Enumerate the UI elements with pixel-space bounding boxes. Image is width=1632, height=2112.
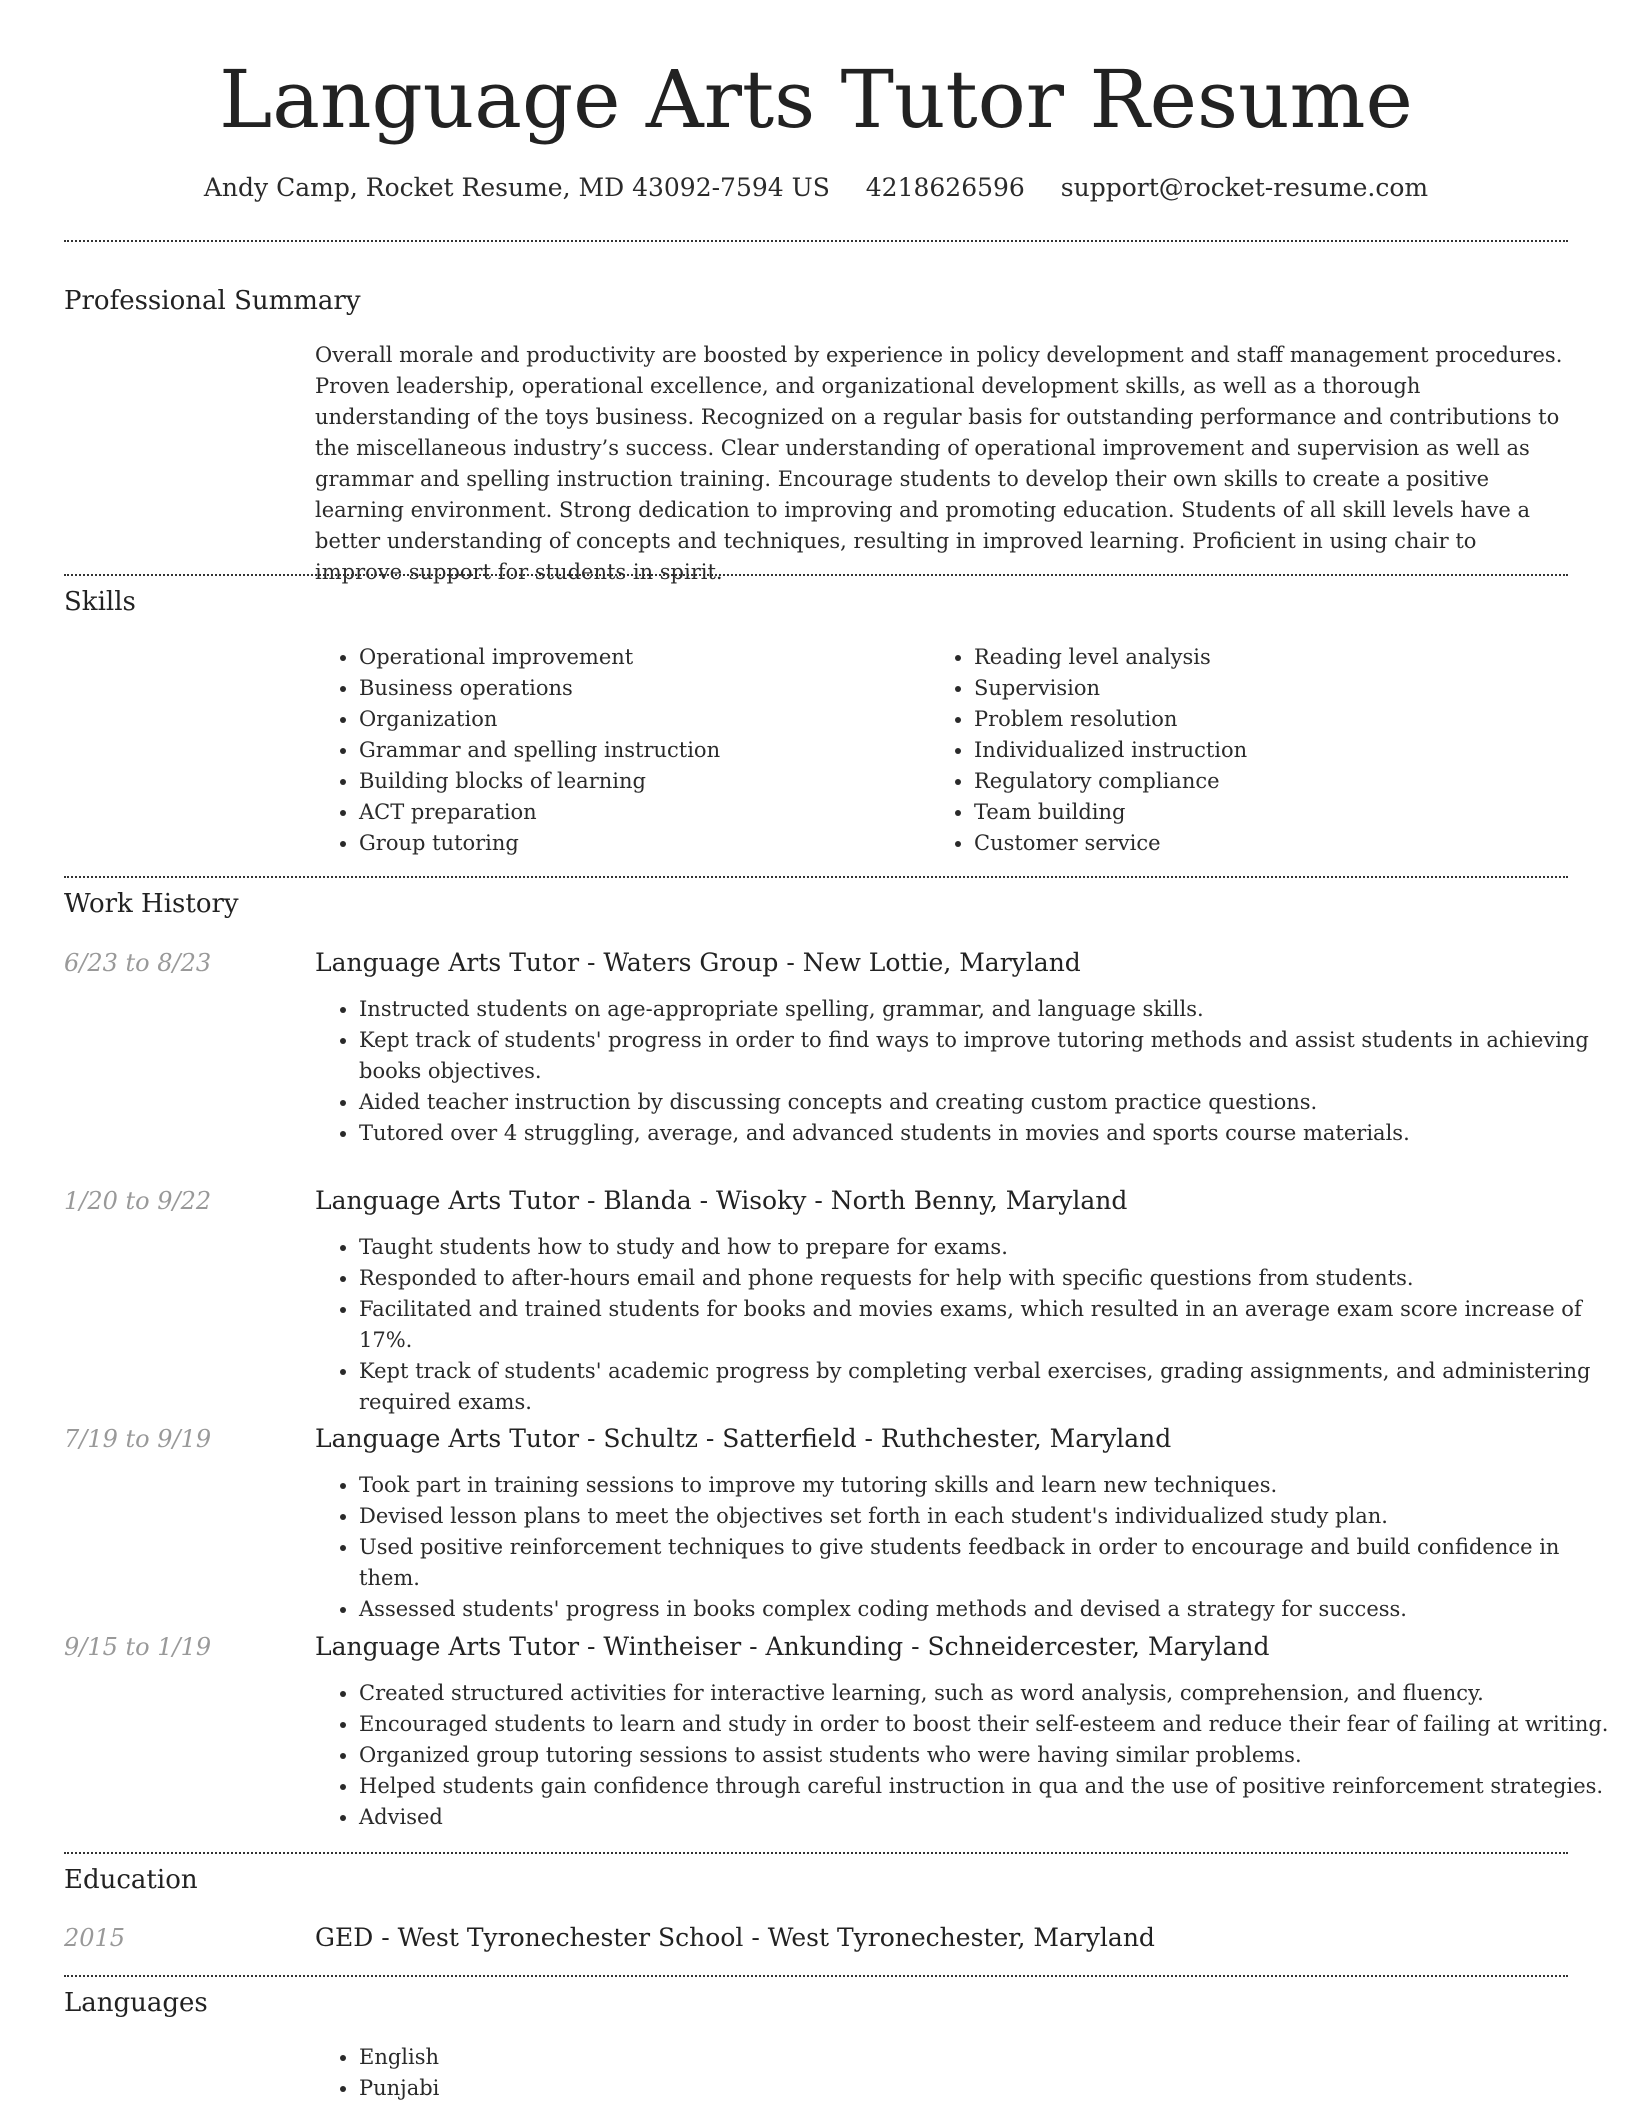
work-bullet: • Kept track of students' progress in order to find ways to improve tutoring methods and assist students in achieving books objectives. — [359, 1025, 1609, 1087]
education-year: 2015 — [64, 1924, 126, 1952]
skill-item: • Problem resolution — [974, 704, 1530, 735]
work-bullet: • Advised — [359, 1802, 1609, 1833]
skill-item: • Individualized instruction — [974, 735, 1530, 766]
skill-item: • Supervision — [974, 673, 1530, 704]
section-divider — [64, 1852, 1568, 1854]
work-bullet: • Encouraged students to learn and study in order to boost their self-esteem and reduce their fear of failing at writing. — [359, 1709, 1609, 1740]
skills-column-left — [315, 642, 915, 859]
contact-phone: 4218626596 — [865, 173, 1025, 202]
work-history-heading: Work History — [64, 889, 239, 919]
languages-list — [315, 2042, 915, 2104]
work-bullet: • Taught students how to study and how to prepare for exams. — [359, 1232, 1609, 1263]
skill-item: • Reading level analysis — [974, 642, 1530, 673]
language-item: • Punjabi — [359, 2073, 915, 2104]
work-dates: 7/19 to 9/19 — [64, 1425, 212, 1453]
work-bullet: • Used positive reinforcement techniques to give students feedback in order to encourage and build confidence in them. — [359, 1532, 1609, 1594]
section-divider — [64, 1975, 1568, 1977]
work-dates: 1/20 to 9/22 — [64, 1187, 212, 1215]
contact-line — [0, 170, 1632, 206]
work-bullet: • Created structured activities for interactive learning, such as word analysis, comprehension, and fluency. — [359, 1678, 1609, 1709]
skills-heading: Skills — [64, 587, 136, 617]
contact-email: support@rocket-resume.com — [1060, 173, 1429, 202]
skill-item: • Regulatory compliance — [974, 766, 1530, 797]
skill-item: • Team building — [974, 797, 1530, 828]
skill-item: • Business operations — [359, 673, 915, 704]
work-bullet: • Assessed students' progress in books complex coding methods and devised a strategy for success. — [359, 1594, 1609, 1625]
languages-list-wrap — [315, 2042, 915, 2104]
work-title: Language Arts Tutor - Schultz - Satterfield - Ruthchester, Maryland — [315, 1424, 1172, 1453]
skill-item: • Grammar and spelling instruction — [359, 735, 915, 766]
skill-item: • Building blocks of learning — [359, 766, 915, 797]
work-bullets — [315, 994, 1609, 1149]
work-bullets — [315, 1678, 1609, 1833]
work-dates: 6/23 to 8/23 — [64, 949, 212, 977]
skill-item: • Customer service — [974, 828, 1530, 859]
skills-column-right — [930, 642, 1530, 859]
contact-address: Andy Camp, Rocket Resume, MD 43092-7594 US — [203, 173, 830, 202]
language-item: • English — [359, 2042, 915, 2073]
work-bullet: • Helped students gain confidence through careful instruction in qua and the use of positive reinforcement strategies. — [359, 1771, 1609, 1802]
work-bullet: • Facilitated and trained students for books and movies exams, which resulted in an average exam score increase of 17%. — [359, 1294, 1609, 1356]
education-heading: Education — [64, 1865, 198, 1895]
work-title: Language Arts Tutor - Waters Group - New Lottie, Maryland — [315, 948, 1081, 977]
skill-item: • Operational improvement — [359, 642, 915, 673]
section-divider — [64, 240, 1568, 242]
work-bullet: • Devised lesson plans to meet the objectives set forth in each student's individualized study plan. — [359, 1501, 1609, 1532]
work-bullet: • Organized group tutoring sessions to assist students who were having similar problems. — [359, 1740, 1609, 1771]
section-divider — [64, 876, 1568, 878]
work-bullets — [315, 1232, 1609, 1418]
education-entry — [64, 1921, 1568, 1955]
work-bullet: • Responded to after-hours email and phone requests for help with specific questions from students. — [359, 1263, 1609, 1294]
summary-text: Overall morale and productivity are boosted by experience in policy development and staff management procedures. Proven leadership, operational excellence, and organizational development skills, as well as a thorough understanding of the toys business. Recognized on a regular basis for outstanding performance and contributions to the miscellaneous industry’s success. Clear understanding of operational improvement and supervision as well as grammar and spelling instruction training. Encourage students to develop their own skills to create a positive learning environment. Strong dedication to improving and promoting education. Students of all skill levels have a better understanding of concepts and techniques, resulting in improved learning. Proficient in using chair to improve support for students in spirit. — [315, 343, 1563, 584]
section-divider — [64, 574, 1568, 576]
summary-heading: Professional Summary — [64, 286, 361, 316]
work-bullet: • Took part in training sessions to improve my tutoring skills and learn new techniques. — [359, 1470, 1609, 1501]
skill-item: • Organization — [359, 704, 915, 735]
skill-item: • ACT preparation — [359, 797, 915, 828]
work-bullet: • Kept track of students' academic progress by completing verbal exercises, grading assignments, and administering required exams. — [359, 1356, 1609, 1418]
work-title: Language Arts Tutor - Blanda - Wisoky - North Benny, Maryland — [315, 1186, 1128, 1215]
skills-list-left — [315, 642, 915, 859]
work-bullet: • Instructed students on age-appropriate spelling, grammar, and language skills. — [359, 994, 1609, 1025]
skill-item: • Group tutoring — [359, 828, 915, 859]
education-detail: GED - West Tyronechester School - West Tyronechester, Maryland — [315, 1923, 1155, 1952]
work-bullet: • Aided teacher instruction by discussing concepts and creating custom practice questions. — [359, 1087, 1609, 1118]
work-bullet: • Tutored over 4 struggling, average, and advanced students in movies and sports course materials. — [359, 1118, 1609, 1149]
work-bullets — [315, 1470, 1609, 1625]
languages-heading: Languages — [64, 1988, 208, 2018]
work-dates: 9/15 to 1/19 — [64, 1633, 212, 1661]
work-title: Language Arts Tutor - Wintheiser - Ankunding - Schneidercester, Maryland — [315, 1632, 1270, 1661]
skills-list-right — [930, 642, 1530, 859]
resume-title: Language Arts Tutor Resume — [219, 53, 1413, 146]
